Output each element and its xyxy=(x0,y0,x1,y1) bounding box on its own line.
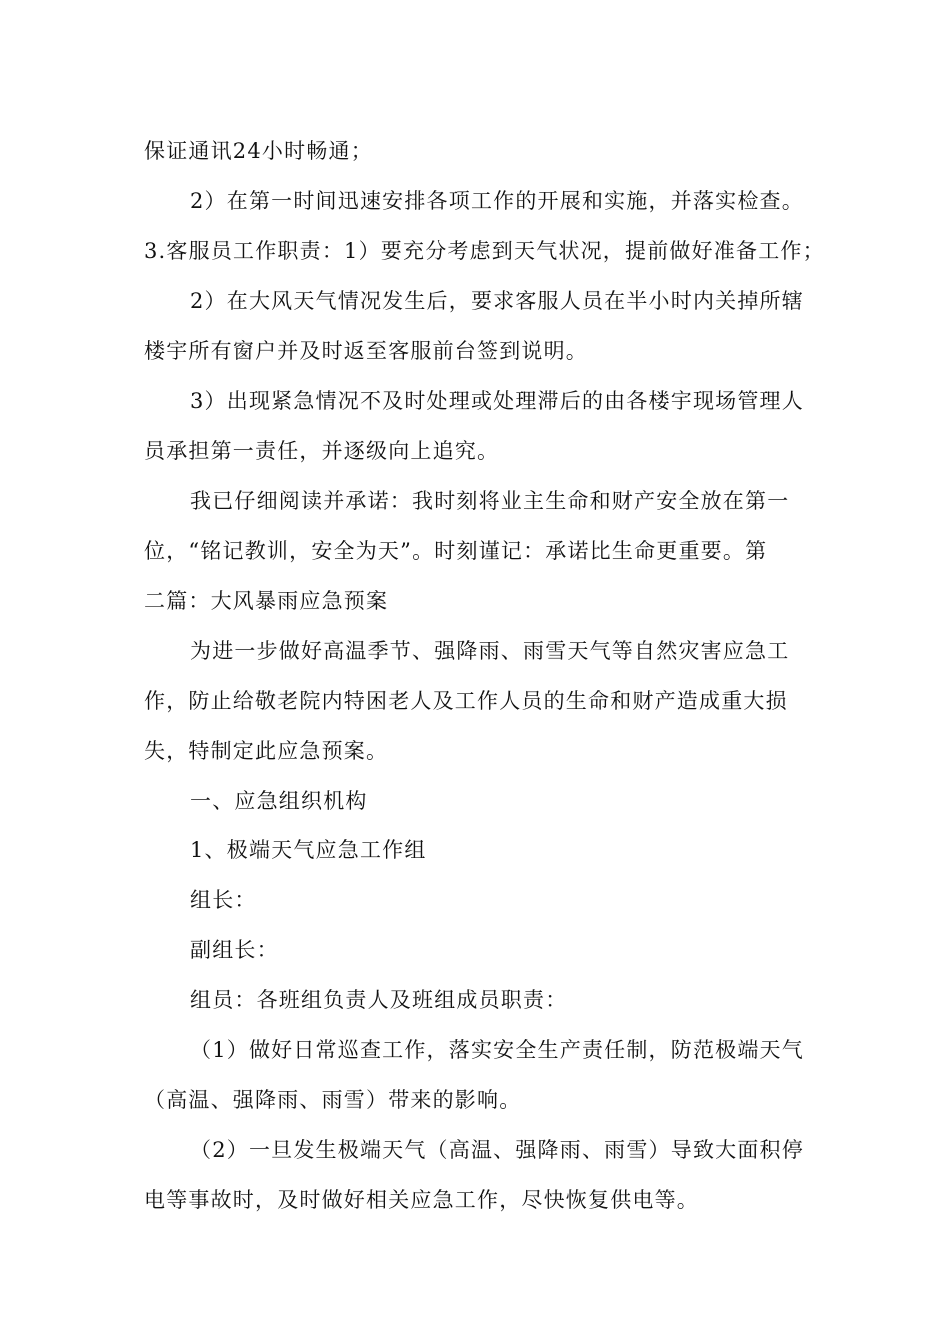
text-line-6: 3）出现紧急情况不及时处理或处理滞后的由各楼宇现场管理人 xyxy=(190,389,804,413)
text-line-14: 一、应急组织机构 xyxy=(190,789,368,813)
text-line-15: 1、极端天气应急工作组 xyxy=(190,838,427,862)
text-line-10: 二篇：大风暴雨应急预案 xyxy=(144,589,389,613)
text-line-18: 组员：各班组负责人及班组成员职责： xyxy=(190,988,568,1012)
text-line-4: 2）在大风天气情况发生后，要求客服人员在半小时内关掉所辖 xyxy=(190,289,804,313)
text-line-12: 作，防止给敬老院内特困老人及工作人员的生命和财产造成重大损 xyxy=(144,689,788,713)
text-line-21: （2）一旦发生极端天气（高温、强降雨、雨雪）导致大面积停 xyxy=(190,1138,804,1162)
text-line-17: 副组长： xyxy=(190,938,279,962)
text-line-1: 保证通讯24小时畅通； xyxy=(144,139,373,163)
text-line-7: 员承担第一责任，并逐级向上追究。 xyxy=(144,439,500,463)
text-line-22: 电等事故时，及时做好相关应急工作，尽快恢复供电等。 xyxy=(144,1188,699,1212)
text-line-16: 组长： xyxy=(190,888,257,912)
text-line-3: 3.客服员工作职责：1）要充分考虑到天气状况，提前做好准备工作； xyxy=(144,239,825,263)
text-line-8: 我已仔细阅读并承诺：我时刻将业主生命和财产安全放在第一 xyxy=(190,489,790,513)
text-line-20: （高温、强降雨、雨雪）带来的影响。 xyxy=(144,1088,522,1112)
text-line-11: 为进一步做好高温季节、强降雨、雨雪天气等自然灾害应急工 xyxy=(190,639,790,663)
text-line-19: （1）做好日常巡查工作，落实安全生产责任制，防范极端天气 xyxy=(190,1038,804,1062)
text-line-9: 位，“铭记教训，安全为天”。时刻谨记：承诺比生命更重要。第 xyxy=(144,539,768,563)
text-line-2: 2）在第一时间迅速安排各项工作的开展和实施，并落实检查。 xyxy=(190,189,804,213)
text-line-5: 楼宇所有窗户并及时返至客服前台签到说明。 xyxy=(144,339,588,363)
text-line-13: 失，特制定此应急预案。 xyxy=(144,739,389,763)
